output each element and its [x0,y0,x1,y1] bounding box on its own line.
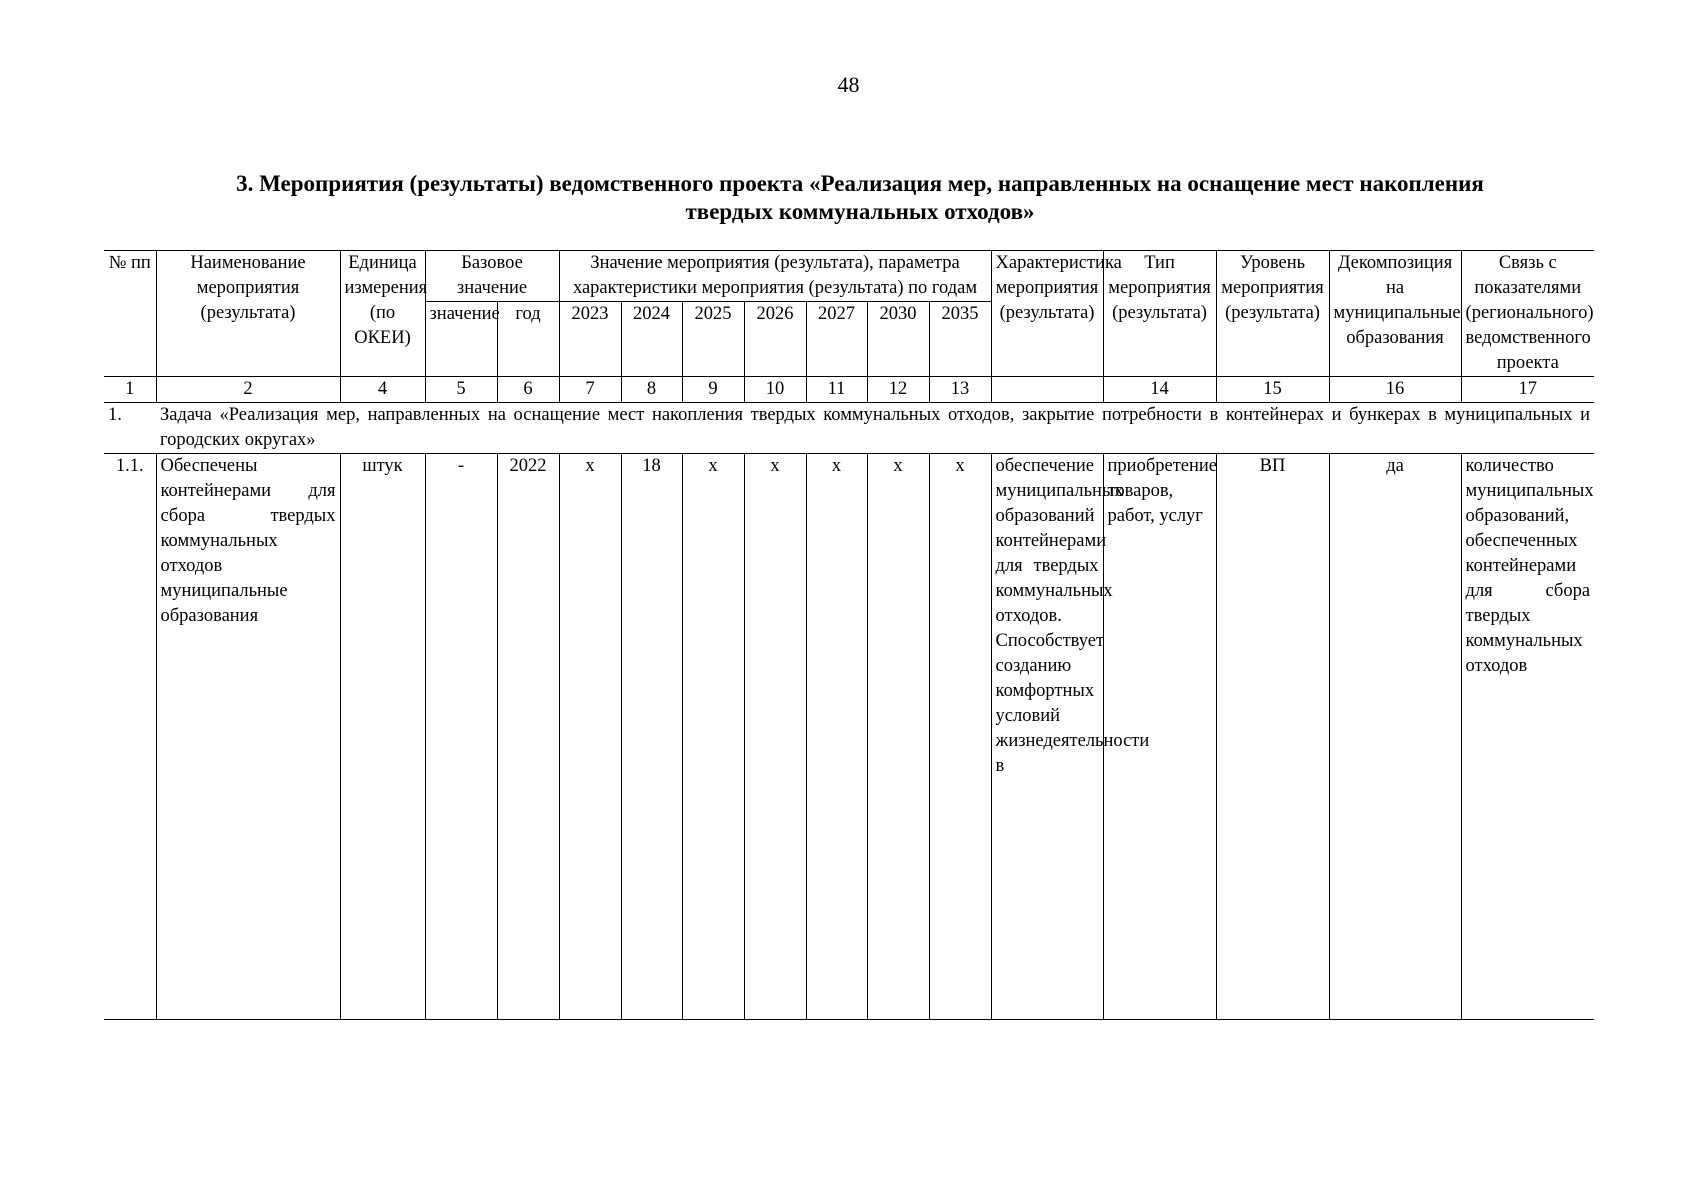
column-number: 1 [104,377,156,403]
column-number: 4 [340,377,425,403]
column-number: 13 [929,377,991,403]
column-number: 6 [497,377,559,403]
row-characteristic: обеспечение муниципальных образований контейнерами для твердых коммунальных отходов. Способствует созданию комфортных условий жизнедеятельности в [991,454,1103,1020]
header-base-value: значение [425,302,497,377]
header-base-year: год [497,302,559,377]
row-value-2026: х [744,454,806,1020]
column-number: 7 [559,377,621,403]
header-characteristic: Характеристика мероприятия (результата) [991,251,1103,377]
row-link: количество муниципальных образований, обеспеченных контейнерами для сбора твердых коммунальных отходов [1461,454,1594,1020]
header-values: Значение мероприятия (результата), параметра характеристики мероприятия (результата) по годам [559,251,991,302]
header-link: Связь с показателями (регионального) ведомственного проекта [1461,251,1594,377]
row-decomposition: да [1329,454,1461,1020]
header-year-2027: 2027 [806,302,867,377]
header-year-2026: 2026 [744,302,806,377]
table-row [104,454,1594,1020]
page-number: 48 [837,72,860,97]
header-level: Уровень мероприятия (результата) [1216,251,1329,377]
header-decomposition: Декомпозиция на муниципальные образования [1329,251,1461,377]
header-year-2030: 2030 [867,302,929,377]
column-number: 14 [1103,377,1216,403]
row-number: 1.1. [104,454,156,1020]
row-value-2024: 18 [621,454,682,1020]
column-number: 5 [425,377,497,403]
section-title [110,170,1610,226]
column-number: 16 [1329,377,1461,403]
column-number [991,377,1103,403]
header-name: Наименование мероприятия (результата) [156,251,340,377]
header-year-2025: 2025 [682,302,744,377]
column-number: 8 [621,377,682,403]
row-unit: штук [340,454,425,1020]
header-type: Тип мероприятия (результата) [1103,251,1216,377]
column-number: 15 [1216,377,1329,403]
header-unit: Единица измерения (по ОКЕИ) [340,251,425,377]
row-base-value: - [425,454,497,1020]
header-year-2024: 2024 [621,302,682,377]
row-value-2035: х [929,454,991,1020]
row-value-2025: х [682,454,744,1020]
row-value-2023: х [559,454,621,1020]
column-number: 11 [806,377,867,403]
column-number: 12 [867,377,929,403]
row-type: приобретение товаров, работ, услуг [1103,454,1216,1020]
column-number: 17 [1461,377,1594,403]
column-number: 9 [682,377,744,403]
section-title-line1: 3. Мероприятия (результаты) ведомственного проекта «Реализация мер, направленных на оснащение мест накопления [236,171,1484,196]
activities-table [104,250,1594,1020]
column-number: 2 [156,377,340,403]
row-value-2027: х [806,454,867,1020]
header-base: Базовое значение [425,251,559,302]
row-level: ВП [1216,454,1329,1020]
header-num: № пп [104,251,156,377]
section-title-line2: твердых коммунальных отходов» [685,199,1035,224]
row-name: Обеспечены контейнерами для сбора твердых коммунальных отходов муниципальные образования [156,454,340,1020]
row-base-year: 2022 [497,454,559,1020]
task-text: Задача «Реализация мер, направленных на оснащение мест накопления твердых коммунальных отходов, закрытие потребности в контейнерах и бункерах в муниципальных и городских округах» [156,403,1594,454]
row-value-2030: х [867,454,929,1020]
header-year-2023: 2023 [559,302,621,377]
header-row-1 [104,251,1594,302]
task-row [104,403,1594,454]
header-year-2035: 2035 [929,302,991,377]
column-numbers-row [104,377,1594,403]
column-number: 10 [744,377,806,403]
task-number: 1. [104,403,156,454]
